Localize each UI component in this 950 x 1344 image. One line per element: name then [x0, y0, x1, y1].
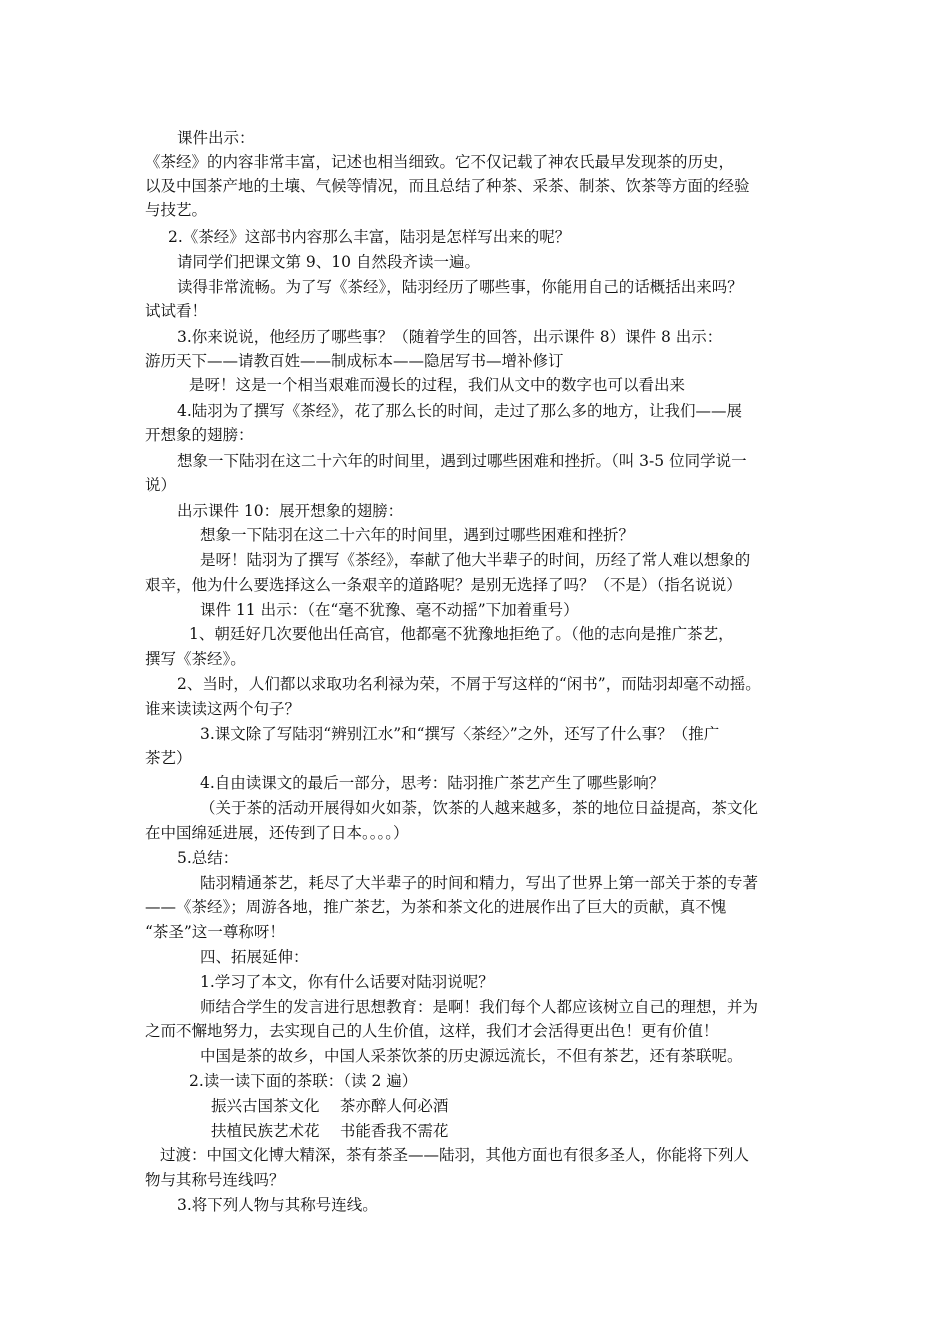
text-line: 在中国绵延进展，还传到了日本。。。。） [145, 824, 409, 842]
text-line: 物与其称号连线吗？ [145, 1171, 285, 1189]
text-line: “茶圣”这一尊称呀！ [145, 923, 285, 941]
text-line: 想象一下陆羽在这二十六年的时间里，遇到过哪些困难和挫折。（叫 3-5 位同学说一 [177, 452, 747, 470]
text-line: 试试看！ [145, 302, 208, 320]
text-line: 1、朝廷好几次要他出任高官，他都毫不犹豫地拒绝了。（他的志向是推广茶艺， [189, 625, 734, 643]
text-line: 四、拓展延伸： [200, 948, 309, 966]
text-line: 说） [145, 476, 177, 494]
text-line: 3.将下列人物与其称号连线。 [177, 1196, 378, 1214]
text-line: 开想象的翅膀： [145, 426, 254, 444]
text-line: 课件出示： [177, 129, 255, 147]
text-line: 2、当时，人们都以求取功名利禄为荣，不屑于写这样的“闲书”，而陆羽却毫不动摇。 [177, 675, 761, 693]
text-line: 读得非常流畅。为了写《茶经》，陆羽经历了哪些事，你能用自己的话概括出来吗？ [177, 278, 743, 296]
text-line: 4.陆羽为了撰写《茶经》，花了那么长的时间，走过了那么多的地方，让我们——展 [177, 402, 743, 420]
text-line: 《茶经》的内容非常丰富，记述也相当细致。它不仅记载了神农氏最早发现茶的历史， [145, 153, 735, 171]
text-line: 以及中国茶产地的土壤、气候等情况，而且总结了种茶、采茶、制茶、饮茶等方面的经验 [145, 177, 750, 195]
text-line: ——《茶经》；周游各地，推广茶艺，为茶和茶文化的进展作出了巨大的贡献，真不愧 [145, 898, 727, 916]
text-line: 1.学习了本文，你有什么话要对陆羽说呢？ [200, 973, 494, 991]
text-line: 是呀！陆羽为了撰写《茶经》，奉献了他大半辈子的时间，历经了常人难以想象的 [200, 551, 751, 569]
text-line: 茶艺） [145, 749, 192, 767]
text-line: 过渡：中国文化博大精深，茶有茶圣——陆羽，其他方面也有很多圣人，你能将下列人 [160, 1146, 750, 1164]
text-line: 3.你来说说，他经历了哪些事？（随着学生的回答，出示课件 8）课件 8 出示： [177, 328, 723, 346]
text-line: 艰辛，他为什么要选择这么一条艰辛的道路呢？是别无选择了吗？（不是）（指名说说） [145, 576, 742, 594]
text-line: 课件 11 出示：（在“毫不犹豫、毫不动摇”下加着重号） [200, 601, 579, 619]
text-line: （关于茶的活动开展得如火如荼，饮茶的人越来越多，茶的地位日益提高，茶文化 [200, 799, 759, 817]
text-line: 师结合学生的发言进行思想教育：是啊！我们每个人都应该树立自己的理想，并为 [200, 998, 759, 1016]
text-line: 之而不懈地努力，去实现自己的人生价值，这样，我们才会活得更出色！更有价值！ [145, 1022, 719, 1040]
text-line: 中国是茶的故乡，中国人采茶饮茶的历史源远流长，不但有茶艺，还有茶联呢。 [200, 1047, 743, 1065]
text-line: 扶植民族艺术花 书能香我不需花 [211, 1122, 449, 1140]
text-line: 4.自由读课文的最后一部分，思考：陆羽推广茶艺产生了哪些影响？ [200, 774, 665, 792]
text-line: 是呀！这是一个相当艰难而漫长的过程，我们从文中的数字也可以看出来 [189, 376, 686, 394]
text-line: 游历天下——请教百姓——制成标本——隐居写书—增补修订 [145, 352, 564, 370]
text-line: 请同学们把课文第 9、10 自然段齐读一遍。 [177, 253, 480, 271]
text-line: 出示课件 10：展开想象的翅膀： [177, 502, 404, 520]
text-line: 2.读一读下面的茶联：（读 2 遍） [189, 1072, 418, 1090]
text-line: 3.课文除了写陆羽“辨别江水”和“撰写〈茶经〉”之外，还写了什么事？（推广 [200, 725, 720, 743]
text-line: 想象一下陆羽在这二十六年的时间里，遇到过哪些困难和挫折？ [200, 526, 635, 544]
text-line: 2.《茶经》这部书内容那么丰富，陆羽是怎样写出来的呢？ [168, 228, 571, 246]
text-line: 振兴古国茶文化 茶亦醉人何必酒 [211, 1097, 449, 1115]
text-line: 谁来读读这两个句子？ [145, 700, 301, 718]
text-line: 撰写《茶经》。 [145, 650, 246, 668]
text-line: 5.总结： [177, 849, 239, 867]
text-line: 与技艺。 [145, 201, 208, 219]
text-line: 陆羽精通茶艺，耗尽了大半辈子的时间和精力，写出了世界上第一部关于茶的专著 [200, 874, 759, 892]
